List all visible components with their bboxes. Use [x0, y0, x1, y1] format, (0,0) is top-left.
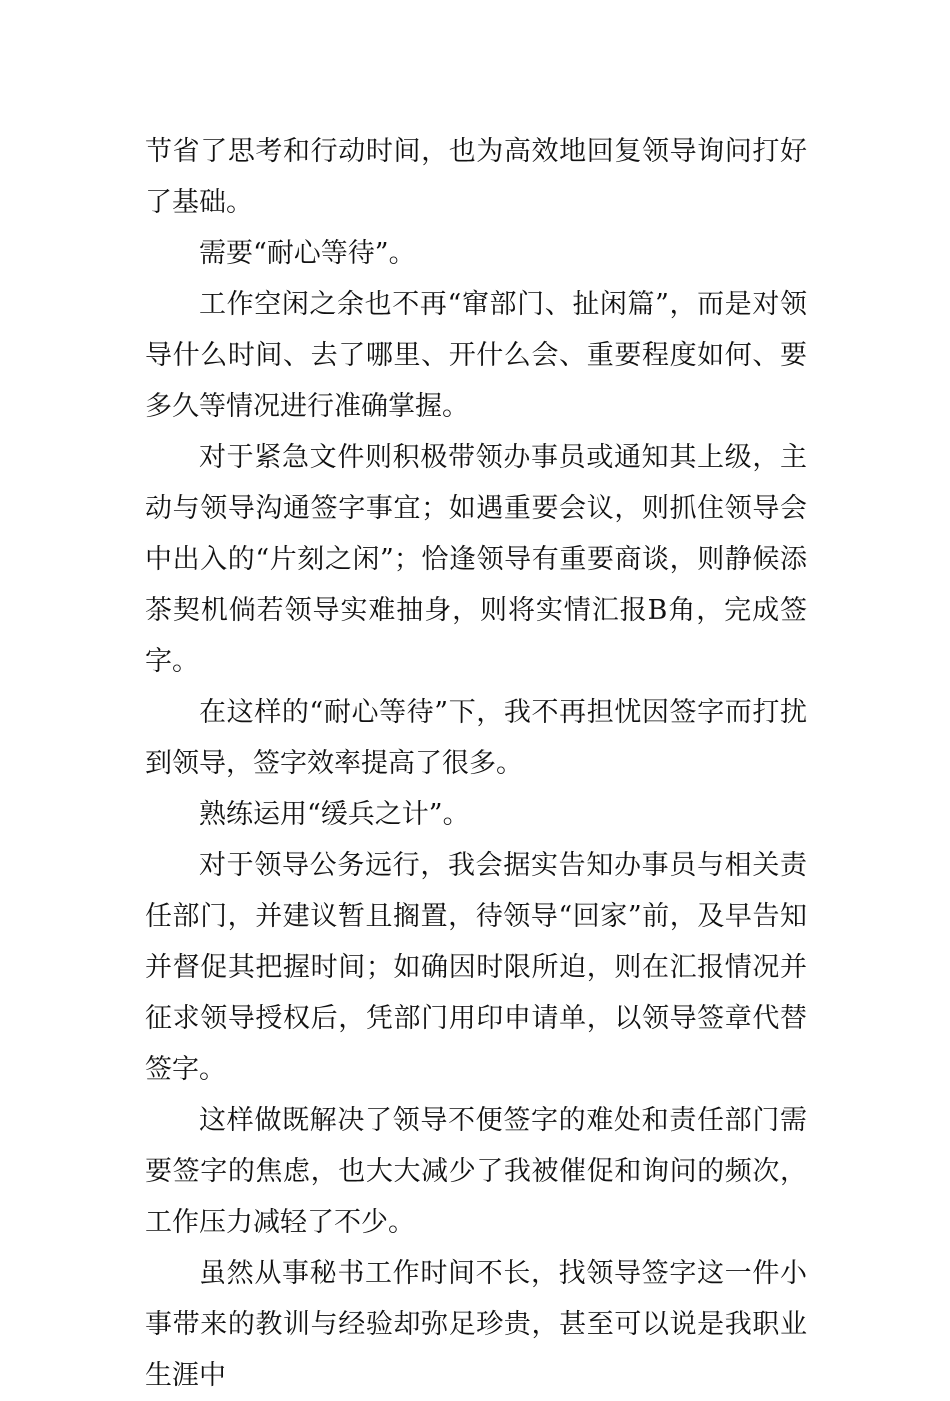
paragraph: 熟练运用“缓兵之计”。: [199, 799, 470, 830]
paragraph: 对于紧急文件则积极带领办事员或通知其上级，主动与领导沟通签字事宜；如遇重要会议，则抓住领导会中出入的“片刻之闲”；恰逢领导有重要商谈，则静候添茶契机倘若领导实难抽身，则将实情汇报B角，完成签字。: [145, 442, 807, 677]
paragraph: 在这样的“耐心等待”下，我不再担忧因签字而打扰到领导，签字效率提高了很多。: [145, 697, 807, 779]
paragraph: 需要“耐心等待”。: [199, 238, 416, 269]
paragraph: 虽然从事秘书工作时间不长，找领导签字这一件小事带来的教训与经验却弥足珍贵，甚至可以说是我职业生涯中: [145, 1258, 807, 1391]
paragraph: 工作空闲之余也不再“窜部门、扯闲篇”，而是对领导什么时间、去了哪里、开什么会、重要程度如何、要多久等情况进行准确掌握。: [145, 289, 807, 422]
paragraph: 这样做既解决了领导不便签字的难处和责任部门需要签字的焦虑，也大大减少了我被催促和询问的频次，工作压力减轻了不少。: [145, 1105, 807, 1238]
paragraph: 对于领导公务远行，我会据实告知办事员与相关责任部门，并建议暂且搁置，待领导“回家”前，及早告知并督促其把握时间；如确因时限所迫，则在汇报情况并征求领导授权后，凭部门用印申请单，以领导签章代替签字。: [145, 850, 807, 1085]
document-body: [145, 126, 807, 1401]
paragraph: 节省了思考和行动时间，也为高效地回复领导询问打好了基础。: [145, 136, 807, 218]
